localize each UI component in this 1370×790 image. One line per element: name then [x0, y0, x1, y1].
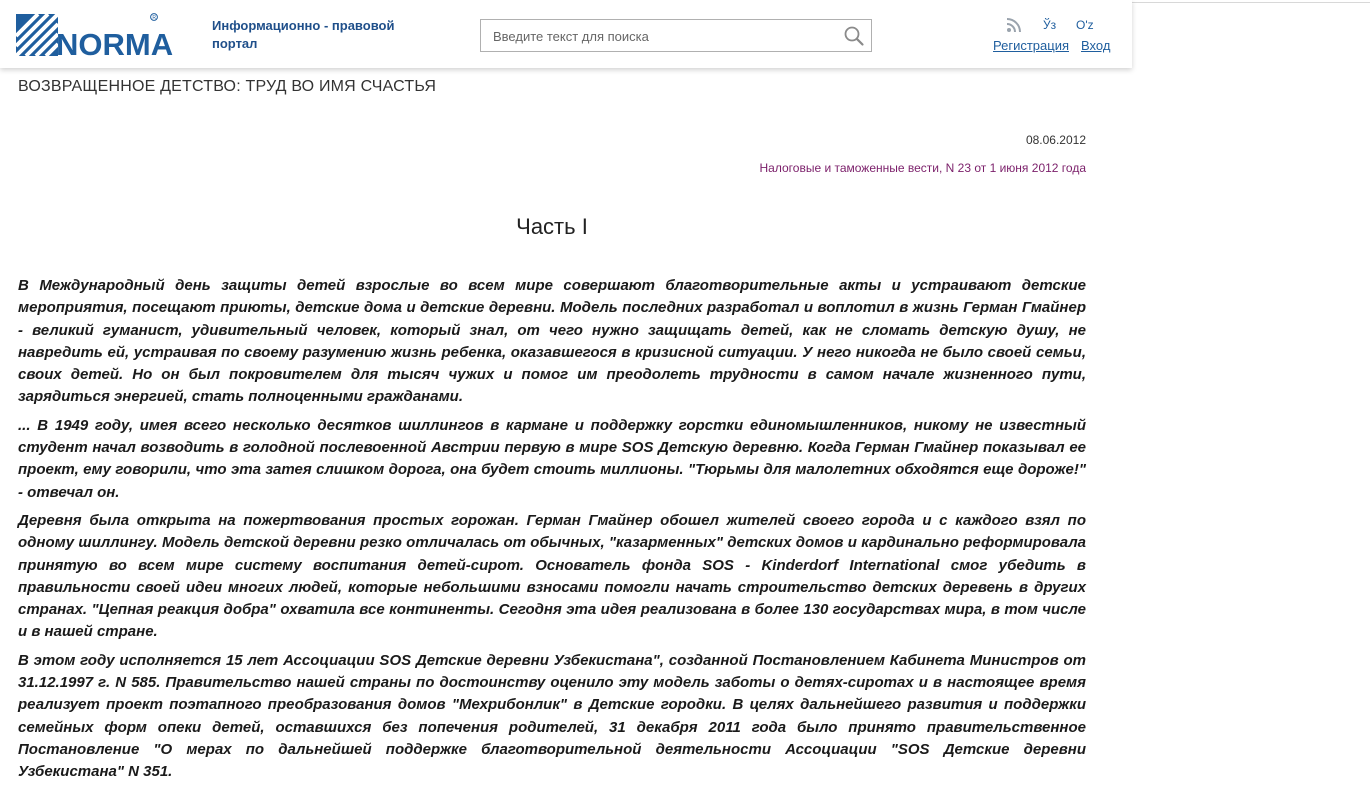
- search-input[interactable]: [491, 20, 835, 53]
- article-paragraph: Деревня была открыта на пожертвования простых горожан. Герман Гмайнер обошел жителей своего города и с каждого взял по одному шиллингу. Модель детской деревни резко отличалась от обычных, "казарменных" детских домов и кардинально реформировала принятую во всем мире систему воспитания детей-сирот. Основатель фонда SOS - Kinderdorf International смог убедить в правильности своей идеи многих людей, которые небольшими взносами помогли начать строительство детских деревень в других странах. "Цепная реакция добра" охватила все континенты. Сегодня эта идея реализована в более 130 государствах мира, в том числе и в нашей стране.: [18, 511, 1086, 641]
- site-header: [0, 0, 1132, 68]
- article-source: Налоговые и таможенные вести, N 23 от 1 июня 2012 года: [759, 161, 1086, 175]
- search-box: [480, 19, 872, 52]
- article-paragraph: В этом году исполняется 15 лет Ассоциации SOS Детские деревни Узбекистана", созданной Постановлением Кабинета Министров от 31.12.1997 г. N 585. Правительство нашей страны по достоинству оценило эту модель заботы о детях-сиротах и в настоящее время реализует проект поэтапного преобразования домов "Мехрибонлик" в Детские городки. В целях дальнейшего развития и поддержки семейных форм опеки детей, оставшихся без попечения родителей, 31 декабря 2011 года было принято правительственное Постановление "О мерах по дальнейшей поддержке благотворительной деятельности Ассоциации "SOS Детские деревни Узбекистана" N 351.: [18, 651, 1086, 781]
- rss-icon[interactable]: [1006, 17, 1022, 33]
- article-title: ВОЗВРАЩЕННОЕ ДЕТСТВО: ТРУД ВО ИМЯ СЧАСТЬЯ: [18, 78, 437, 95]
- lang-uzbek-cyrillic-link[interactable]: Ўз: [1043, 18, 1057, 32]
- article-paragraph: ... В 1949 году, имея всего несколько десятков шиллингов в кармане и поддержку горстки единомышленников, никому не известный студент начал возводить в голодной послевоенной Австрии первую в мире SOS Детскую деревню. Когда Герман Гмайнер показывал ее проект, ему говорили, что эта затея слишком дорога, она будет стоить миллионы. "Тюрьмы для малолетних обходятся еще дороже!" - отвечал он.: [18, 416, 1086, 501]
- lang-uzbek-latin-link[interactable]: O'z: [1076, 18, 1094, 32]
- top-divider: [1132, 2, 1370, 3]
- norma-logo[interactable]: [16, 12, 174, 62]
- search-icon[interactable]: [844, 26, 864, 46]
- article-paragraph: В Международный день защиты детей взрослые во всем мире совершают благотворительные акты и устраивают детские мероприятия, посещают приюты, детские дома и детские деревни. Модель последних разработал и воплотил в жизнь Герман Гмайнер - великий гуманист, удивительный человек, который знал, от чего нужно защищать детей, как не сломать детскую душу, не навредить ей, устраивая по своему разумению жизнь ребенка, оказавшегося в кризисной ситуации. У него никогда не было своей семьи, своих детей. Но он был покровителем для тысяч чужих и помог им преодолеть трудности в самом начале жизненного пути, зарядиться энергией, стать полноценными гражданами.: [18, 277, 1086, 406]
- portal-tagline: Информационно - правовой портал: [212, 18, 395, 51]
- logo-text: NORMA: [56, 27, 174, 62]
- logo-graphic: [16, 12, 174, 62]
- part-heading: Часть I: [516, 214, 588, 239]
- login-link[interactable]: Вход: [1081, 38, 1111, 53]
- svg-text:R: R: [152, 15, 157, 21]
- register-link[interactable]: Регистрация: [993, 38, 1069, 53]
- article-date: 08.06.2012: [1025, 133, 1086, 147]
- article-body: [18, 275, 1086, 790]
